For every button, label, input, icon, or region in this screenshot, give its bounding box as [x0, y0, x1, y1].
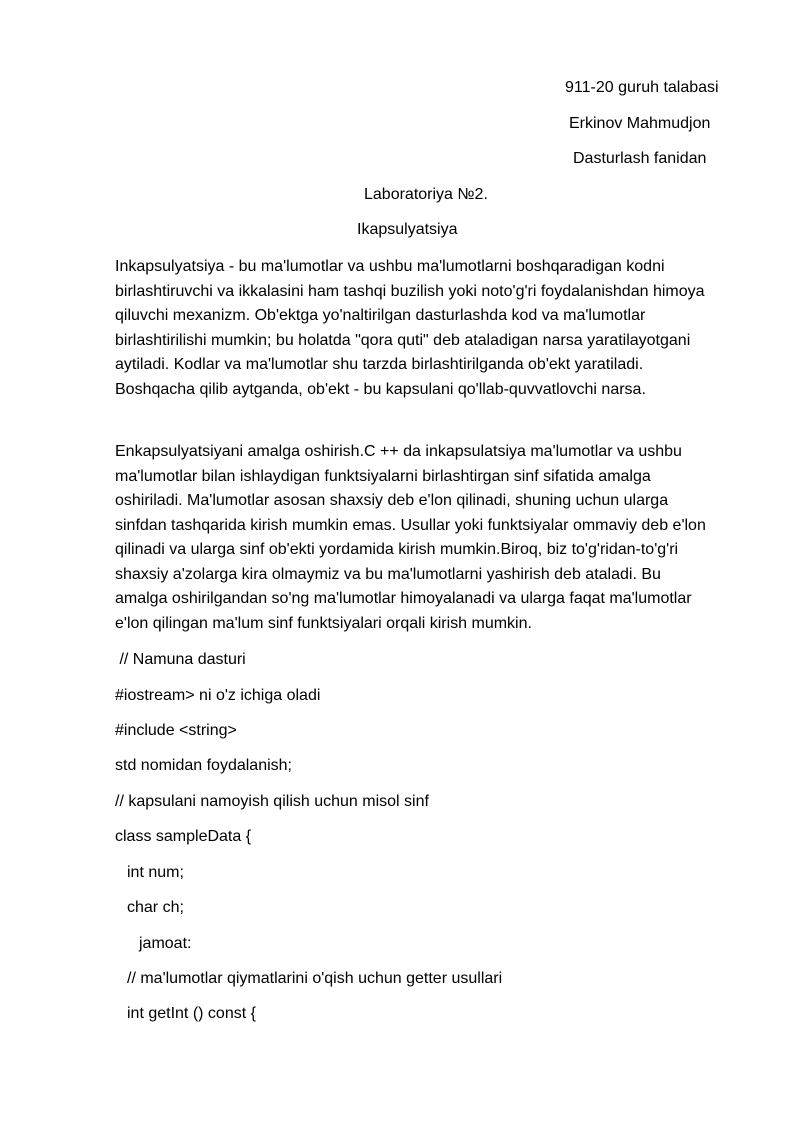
code-line: char ch;	[127, 899, 184, 916]
code-line: int num;	[127, 864, 184, 881]
code-line: #iostream> ni o'z ichiga oladi	[115, 687, 321, 704]
code-line: jamoat:	[139, 935, 192, 952]
code-line: // ma'lumotlar qiymatlarini o'qish uchun getter usullari	[127, 970, 503, 987]
topic-title: Ikapsulyatsiya	[357, 221, 458, 238]
paragraph-encapsulation-implementation: Enkapsulyatsiyani amalga oshirish.C ++ da inkapsulatsiya ma'lumotlar va ushbu ma'lumotlar bilan ishlaydigan funktsiyalarni birlashtirgan sinf sifatida amalga oshiriladi. Ma'lumotlar asosan shaxsiy deb e'lon qilinadi, shuning uchun ularga sinfdan tashqarida kirish mumkin emas. Usullar yoki funktsiyalar ommaviy deb e'lon qilinadi va ularga sinf ob'ekti yordamida kirish mumkin.Biroq, biz to'g'ridan-to'g'ri shaxsiy a'zolarga kira olmaymiz va bu ma'lumotlarni yashirish deb ataladi. Bu amalga oshirilgandan so'ng ma'lumotlar himoyalanadi va ularga faqat ma'lumotlar e'lon qilingan ma'lum sinf funktsiyalari orqali kirish mumkin.	[115, 443, 706, 632]
student-name-line: Erkinov Mahmudjon	[569, 115, 711, 132]
paragraph-encapsulation-definition: Inkapsulyatsiya - bu ma'lumotlar va ushbu ma'lumotlarni boshqaradigan kodni birlashtiruvchi va ikkalasini ham tashqi buzilish yoki noto'g'ri foydalanishdan himoya qiluvchi mexanizm. Ob'ektga yo'naltirilgan dasturlashda kod va ma'lumotlar birlashtirilishi mumkin; bu holatda "qora quti" deb ataladigan narsa yaratilayotgani aytiladi. Kodlar va ma'lumotlar shu tarzda birlashtirilganda ob'ekt yaratiladi. Boshqacha qilib aytganda, ob'ekt - bu kapsulani qo'llab-quvvatlovchi narsa.	[115, 258, 705, 398]
code-line: class sampleData {	[115, 828, 252, 845]
code-line: std nomidan foydalanish;	[115, 757, 292, 774]
code-line: int getInt () const {	[127, 1005, 256, 1022]
lab-title: Laboratoriya №2.	[364, 186, 488, 203]
code-line: // kapsulani namoyish qilish uchun misol sinf	[115, 793, 429, 810]
student-group-line: 911-20 guruh talabasi	[565, 79, 719, 96]
code-line: #include <string>	[115, 722, 237, 739]
code-line: // Namuna dasturi	[115, 651, 246, 668]
subject-line: Dasturlash fanidan	[573, 150, 707, 167]
